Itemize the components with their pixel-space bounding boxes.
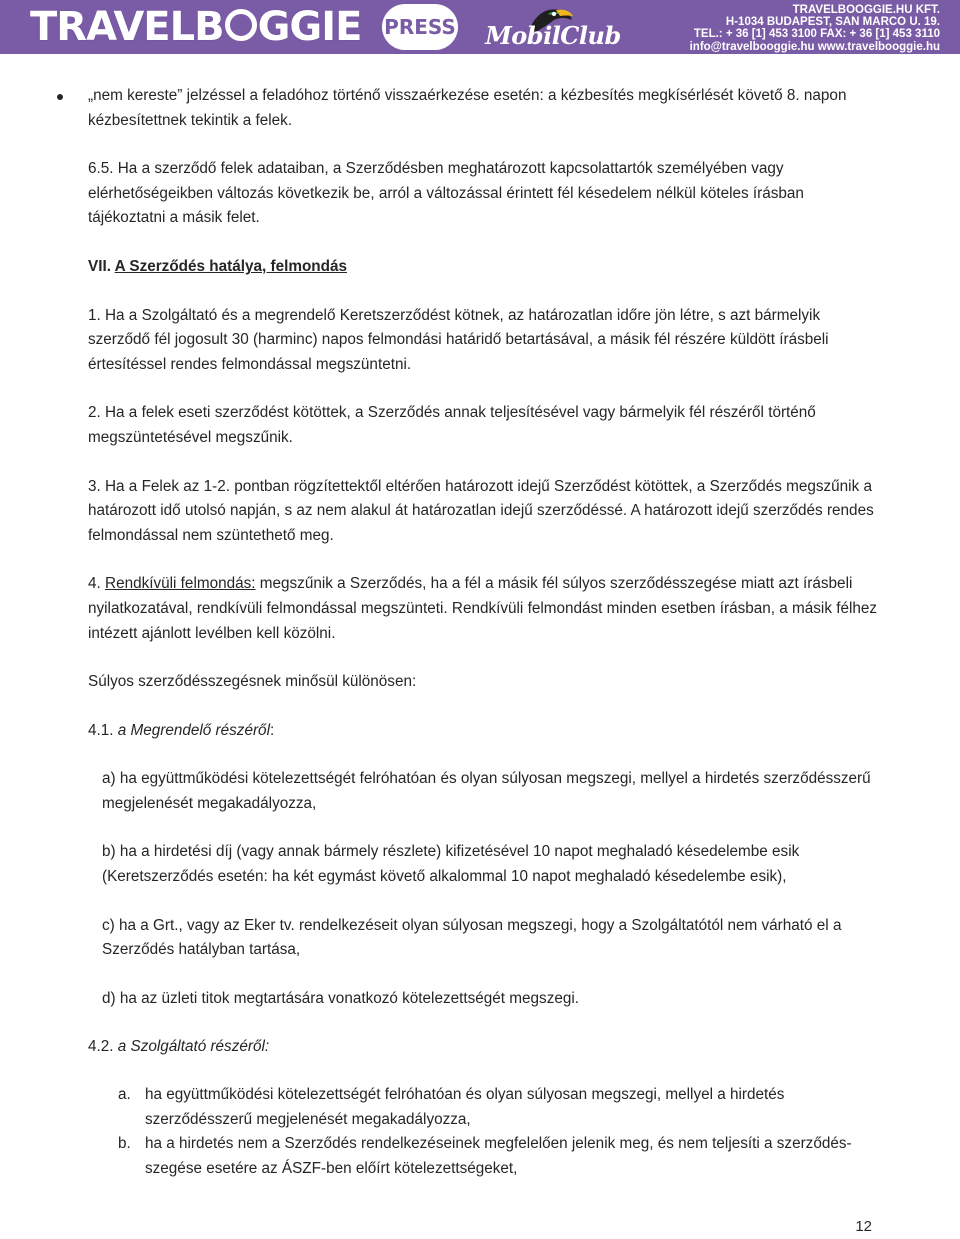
subsection-4-1-title: a Megrendelő részéről xyxy=(117,721,270,739)
press-text: PRESS xyxy=(384,15,456,39)
item-4-2-b xyxy=(88,1132,878,1181)
paragraph-1: 1. Ha a Szolgáltató és a megrendelő Keretszerződést kötnek, az határozatlan időre jön létre, s azt bármelyik szerződő fél jogosult 30 (harminc) napos felmondási határidő betartásával, a másik fél részére küldött írásbeli értesítéssel rendes felmondással megszüntetni. xyxy=(88,306,829,373)
item-4-2-a xyxy=(88,1083,878,1132)
brand-o-ring xyxy=(225,9,257,41)
contact-block xyxy=(690,4,940,53)
severe-breach-intro: Súlyos szerződésszegésnek minősül különösen: xyxy=(88,673,417,691)
paragraph-4-number: 4. xyxy=(88,575,101,593)
subsection-4-2-heading xyxy=(88,1035,878,1060)
paragraph-4-text: megszűnik a Szerződés, ha a fél a másik fél súlyos szerződésszegése miatt azt írásbeli nyilatkozatával, rendkívüli felmondással megszünteti. Rendkívüli felmondást minden esetben írásban, a másik félhez intézett ajánlott levélben kell közölni. xyxy=(88,575,878,642)
brand-part-1: TRAVELB xyxy=(30,4,224,50)
bullet-text: „nem kereste” jelzéssel a feladóhoz történő visszaérkezése esetén: a kézbesítés megkísérlését követő 8. napon kézbesítettnek tekintik a felek. xyxy=(88,87,847,129)
subsection-4-1-colon: : xyxy=(269,721,275,739)
item-label: b. xyxy=(118,1135,131,1153)
item-4-1-c: c) ha a Grt., vagy az Eker tv. rendelkezéseit olyan súlyosan megszegi, hogy a Szolgáltatótól nem várható el a Szerződés hatályban tartása, xyxy=(102,916,842,959)
section-title: A Szerződés hatálya, felmondás xyxy=(114,257,347,275)
brand-part-2: GGIE xyxy=(257,4,362,50)
item-4-1-b: b) ha a hirdetési díj (vagy annak bármely részlete) kifizetésével 10 napot meghaladó késedelembe esik (Keretszerződés esetén: ha két egymást követő alkalommal 10 napot meghaladó késedelembe esik), xyxy=(102,843,800,886)
item-text: ha együttműködési kötelezettségét felróhatóan és olyan súlyosan megszegi, mellyel a hirdetés szerződésszerű megjelenését megakadályozza, xyxy=(145,1086,785,1128)
subsection-4-1-number: 4.1. xyxy=(88,721,114,739)
company-web: info@travelbooggie.hu www.travelbooggie.hu xyxy=(689,40,940,53)
mobilclub-logo xyxy=(470,4,636,52)
item-4-1-d: d) ha az üzleti titok megtartására vonatkozó kötelezettségét megszegi. xyxy=(102,989,580,1007)
header-banner xyxy=(0,0,960,54)
travelbooggie-logo xyxy=(30,6,361,48)
section-number: VII. xyxy=(88,257,111,275)
company-name: TRAVELBOOGGIE.HU KFT. xyxy=(792,4,940,16)
subsection-4-2-number: 4.2. xyxy=(88,1038,114,1056)
paragraph-4-term: Rendkívüli felmondás: xyxy=(105,575,256,593)
subsection-4-1-heading xyxy=(88,719,878,744)
paragraph-2: 2. Ha a felek eseti szerződést kötöttek, a Szerződés annak teljesítésével vagy bármelyik fél részéről történő megszüntetésével megszűnik. xyxy=(88,404,816,446)
paragraph-6-5: 6.5. Ha a szerződő felek adataiban, a Szerződésben meghatározott kapcsolattartók személyében vagy elérhetőségeikben változás következik be, arról a változással érintett fél késedelem nélkül köteles írásban tájékoztatni a másik felet. xyxy=(88,160,804,227)
item-4-1-a: a) ha együttműködési kötelezettségét felróhatóan és olyan súlyosan megszegi, mellyel a hirdetés szerződésszerű megjelenését megakadályozza, xyxy=(102,770,871,812)
section-heading xyxy=(88,255,878,280)
item-text: ha a hirdetés nem a Szerződés rendelkezéseinek megfelelően jelenik meg, és nem teljesíti a szerződés-szegése esetére az ÁSZF-ben előírt kötelezettségeket, xyxy=(145,1135,852,1177)
company-phone: TEL.: + 36 [1] 453 3100 FAX: + 36 [1] 453 3110 xyxy=(693,28,940,41)
paragraph-3: 3. Ha a Felek az 1-2. pontban rögzítettektől eltérően határozott idejű Szerződést kötöttek, a Szerződés megszűnik a határozott idő utolsó napján, s az nem alakul át határozatlan idejű szerződéssé. A határozott idejű szerződés rendes felmondással nem szüntethető meg. xyxy=(88,477,874,544)
bullet-dot xyxy=(57,94,63,100)
bullet-item xyxy=(29,84,878,133)
company-address: H-1034 BUDAPEST, SAN MARCO U. 19. xyxy=(725,16,940,29)
paragraph-4 xyxy=(88,572,878,646)
page-number: 12 xyxy=(855,1218,872,1235)
press-logo xyxy=(382,4,458,50)
subsection-4-2-title: a Szolgáltató részéről: xyxy=(117,1038,270,1056)
mobilclub-text: MobilClub xyxy=(485,21,621,50)
item-label: a. xyxy=(118,1086,131,1104)
document-body xyxy=(88,84,878,1181)
